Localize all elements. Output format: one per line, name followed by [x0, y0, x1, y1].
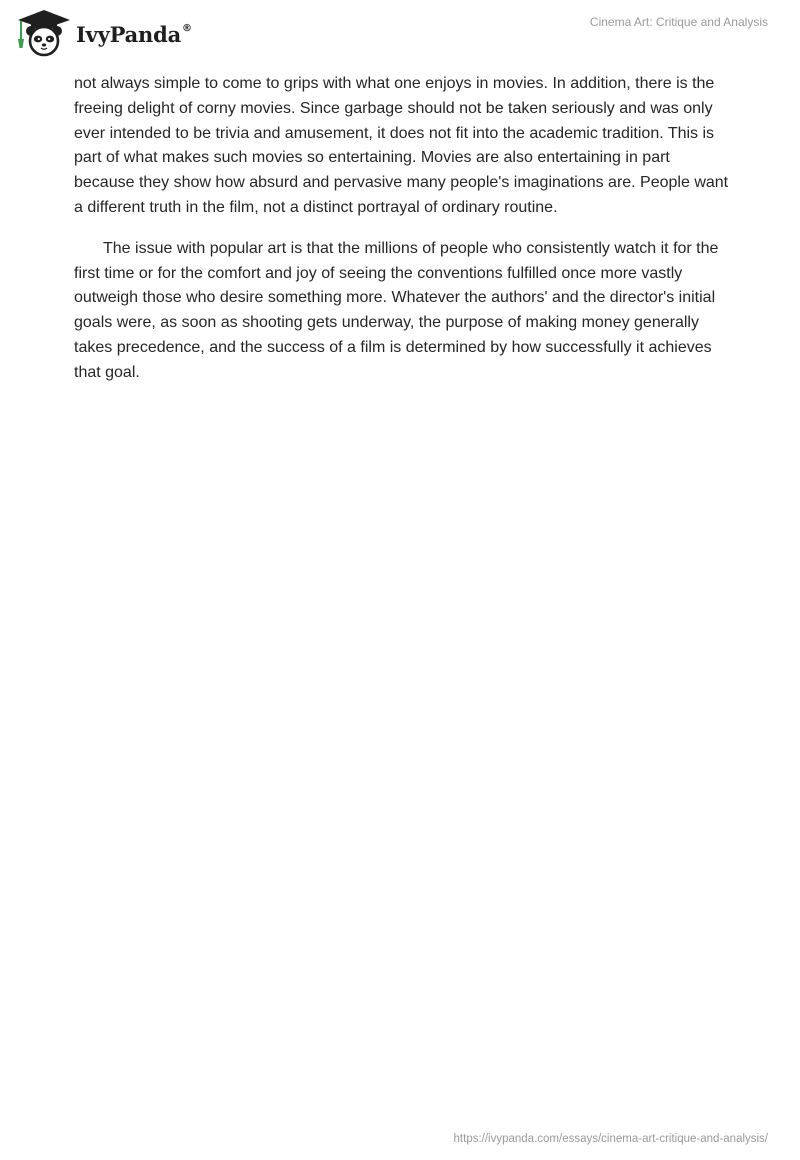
panda-graduate-icon: [14, 8, 74, 58]
essay-paragraph: not always simple to come to grips with what one enjoys in movies. In addition, there is the freeing delight of corny movies. Since garbage should not be taken seriously and was only ever intended to be trivia and amusement, it does not fit into the academic tradition. This is part of what makes such movies so entertaining. Movies are also entertaining in part because they show how absurd and pervasive many people's imaginations are. People want a different truth in the film, not a distinct portrayal of ordinary routine.: [74, 75, 729, 216]
brand-name: IvyPanda®: [76, 21, 192, 47]
document-title: Cinema Art: Critique and Analysis: [589, 15, 768, 29]
ivypanda-logo[interactable]: [14, 8, 192, 58]
essay-paragraph: The issue with popular art is that the millions of people who consistently watch it for the first time or for the comfort and joy of seeing the conventions fulfilled once more vastly outweigh those who desire something more. Whatever the authors' and the director's initial goals were, as soon as shooting gets underway, the purpose of making money generally takes precedence, and the success of a film is determined by how successfully it achieves that goal.: [74, 239, 719, 381]
page-header: [0, 0, 800, 64]
essay-body: [74, 72, 730, 386]
source-url[interactable]: https://ivypanda.com/essays/cinema-art-critique-and-analysis/: [453, 1133, 768, 1145]
registered-mark: ®: [182, 22, 192, 34]
